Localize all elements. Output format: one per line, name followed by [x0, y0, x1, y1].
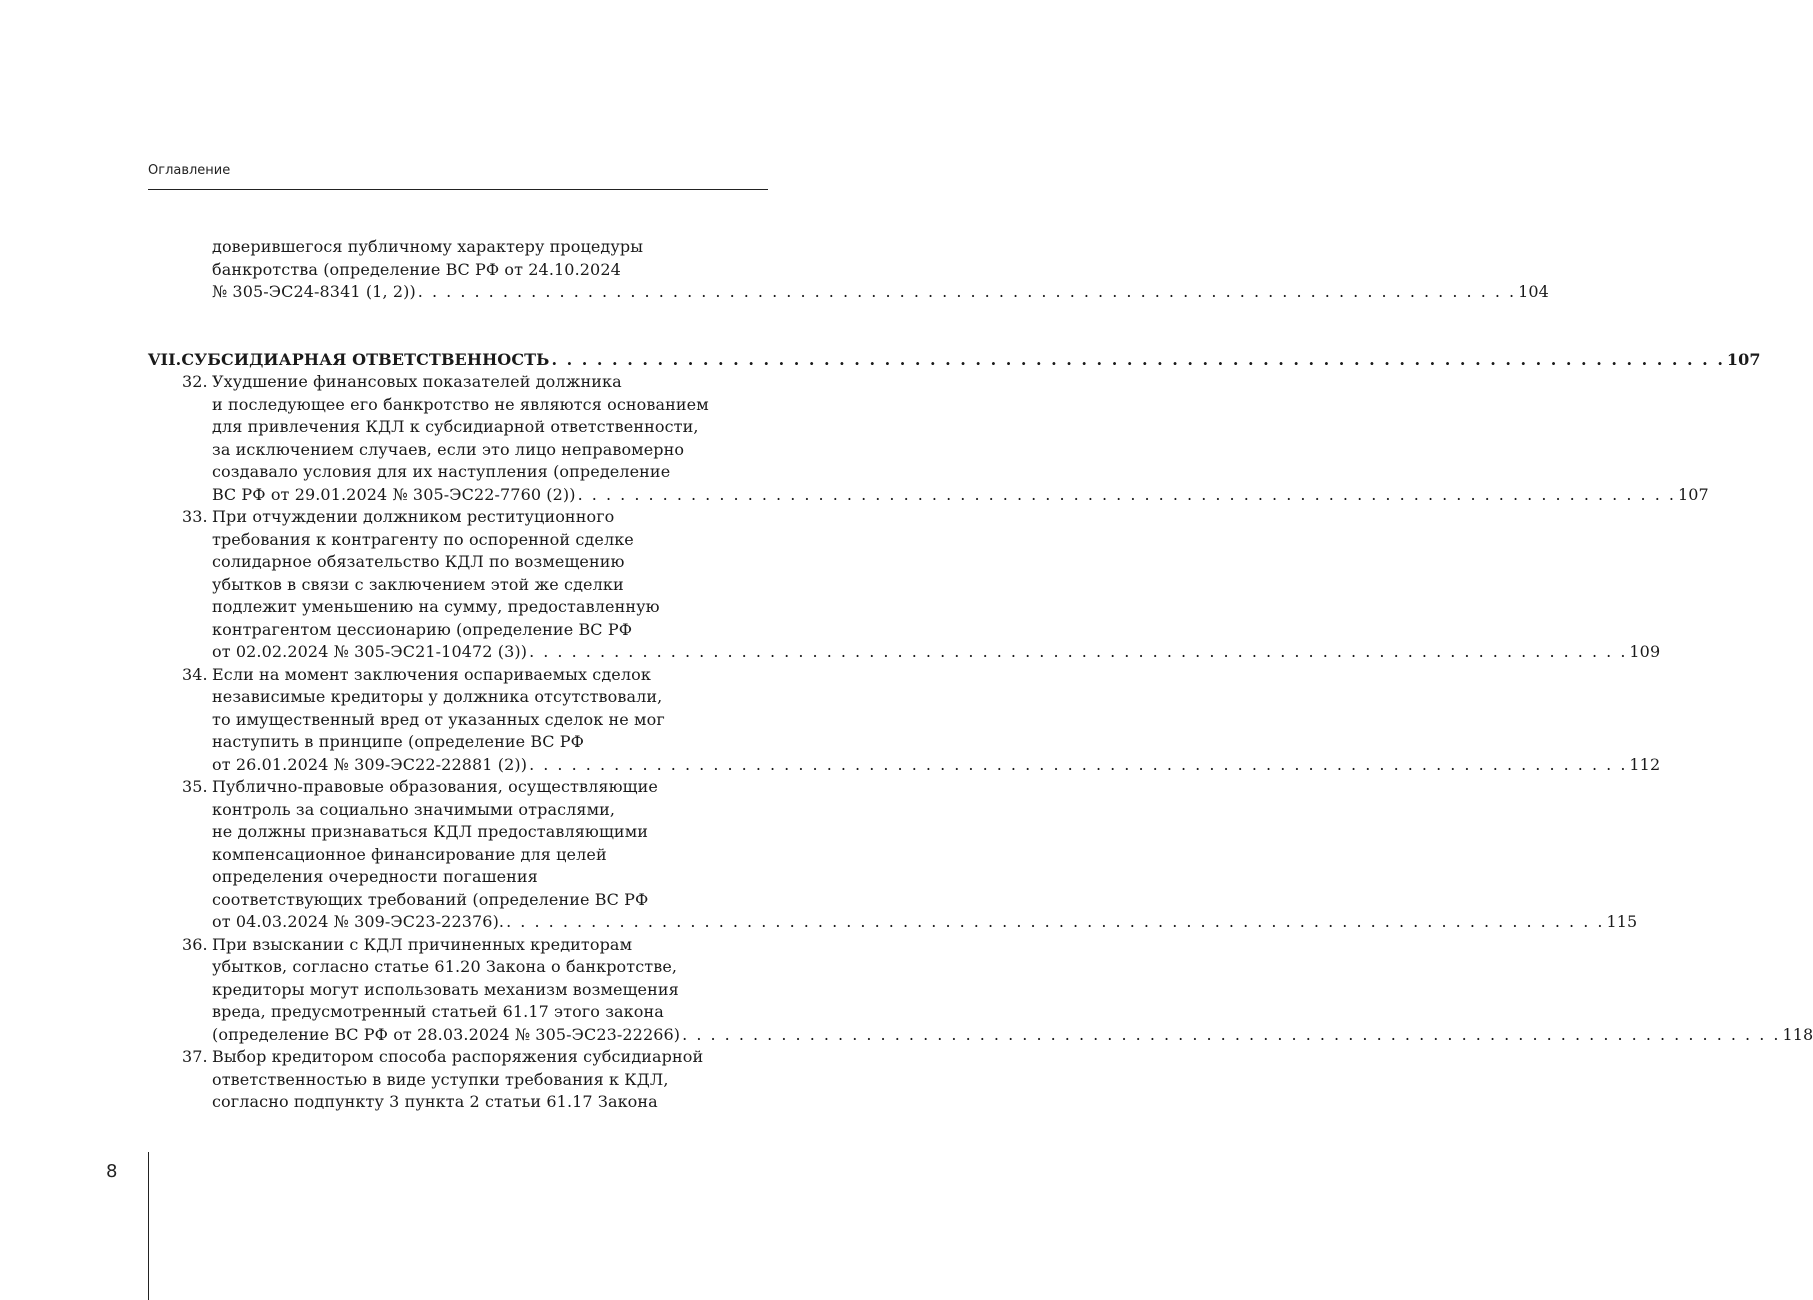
toc-line: не должны признаваться КДЛ предоставляющими: [212, 822, 649, 841]
toc-line: [148, 664, 768, 687]
page-ref: 112: [1629, 754, 1661, 774]
dot-leader: . . . . . . . . . . . . . . . . . . . . . . . . . . . . . . . . . . . . . . . . . . . . . . . . . . . . . . . . . . . . . . . . . . . . . . . . . . . . . .: [529, 642, 1628, 661]
toc-line-text: ВС РФ от 29.01.2024 № 305-ЭС22-7760 (2)): [212, 484, 576, 504]
entry-number: 33.: [182, 507, 208, 526]
entry-number: 35.: [182, 777, 208, 796]
toc-line: создавало условия для их наступления (определение: [212, 462, 671, 481]
dot-leader: . . . . . . . . . . . . . . . . . . . . . . . . . . . . . . . . . . . . . . . . . . . . . . . . . . . . . . . . . . . . . . . . . . . . . . . . . . . . . .: [506, 912, 1605, 931]
toc-line-last: [148, 281, 1549, 304]
toc-line-last: [148, 1024, 1813, 1047]
toc-line-text: Выбор кредитором способа распоряжения субсидиарной: [212, 1047, 704, 1066]
toc-line: контрагентом цессионарию (определение ВС РФ: [212, 619, 633, 639]
toc-entry-36[interactable]: [148, 934, 1813, 1047]
toc-entry-32[interactable]: [148, 371, 1709, 506]
toc-line: ответственностью в виде уступки требования к КДЛ,: [212, 1069, 669, 1089]
toc-line-last: [148, 754, 1661, 777]
entry-number: 36.: [182, 934, 208, 954]
toc-line-text: Публично-правовые образования, осуществляющие: [212, 777, 658, 796]
toc-line: за исключением случаев, если это лицо неправомерно: [212, 439, 685, 459]
toc-line: доверившегося публичному характеру процедуры: [212, 237, 644, 256]
dot-leader: . . . . . . . . . . . . . . . . . . . . . . . . . . . . . . . . . . . . . . . . . . . . . . . . . . . . . . . . . . . . . . . . . . . . . . . . . . . . . .: [551, 349, 1725, 369]
toc-line: для привлечения КДЛ к субсидиарной ответственности,: [212, 417, 699, 436]
toc-line-text: При отчуждении должником реституционного: [212, 507, 615, 526]
toc-line-text: Ухудшение финансовых показателей должника: [212, 372, 622, 391]
toc-line: независимые кредиторы у должника отсутствовали,: [212, 687, 663, 706]
toc-line-last: [148, 641, 1661, 664]
toc-line-text: от 26.01.2024 № 309-ЭС22-22881 (2)): [212, 754, 528, 774]
toc-entry-37[interactable]: [148, 1046, 768, 1114]
dot-leader: . . . . . . . . . . . . . . . . . . . . . . . . . . . . . . . . . . . . . . . . . . . . . . . . . . . . . . . . . . . . . . . . . . . . . . . . . . . . . .: [417, 282, 1517, 301]
page-ref: 118: [1782, 1024, 1813, 1044]
toc-line: подлежит уменьшению на сумму, предоставленную: [212, 597, 660, 616]
toc-line: то имущественный вред от указанных сделок не мог: [212, 709, 665, 729]
header-rule: [148, 189, 768, 190]
toc-line: наступить в принципе (определение ВС РФ: [212, 732, 585, 751]
toc-line: [148, 934, 768, 957]
toc-line-text: от 02.02.2024 № 305-ЭС21-10472 (3)): [212, 642, 528, 661]
page-ref: 107: [1677, 484, 1709, 504]
toc-line: соответствующих требований (определение ВС РФ: [212, 889, 649, 909]
table-of-contents: [148, 236, 1813, 1114]
toc-entry-34[interactable]: [148, 664, 1661, 777]
dot-leader: . . . . . . . . . . . . . . . . . . . . . . . . . . . . . . . . . . . . . . . . . . . . . . . . . . . . . . . . . . . . . . . . . . . . . . . . . . . . . .: [577, 484, 1676, 504]
toc-line: вреда, предусмотренный статьей 61.17 этого закона: [212, 1002, 664, 1021]
folio-rule: [148, 1152, 149, 1300]
toc-line: кредиторы могут использовать механизм возмещения: [212, 979, 679, 999]
toc-line: солидарное обязательство КДЛ по возмещению: [212, 552, 625, 571]
entry-number: 37.: [182, 1047, 208, 1066]
toc-line: [148, 506, 768, 529]
page-ref: 115: [1606, 912, 1638, 931]
page-ref: 104: [1518, 282, 1549, 301]
toc-line-text: Если на момент заключения оспариваемых сделок: [212, 664, 651, 684]
toc-entry-35[interactable]: [148, 776, 1638, 934]
toc-line-text: При взыскании с КДЛ причиненных кредиторам: [212, 934, 633, 954]
toc-line: убытков в связи с заключением этой же сделки: [212, 574, 624, 594]
toc-line: убытков, согласно статье 61.20 Закона о банкротстве,: [212, 957, 678, 976]
toc-line: определения очередности погашения: [212, 867, 538, 886]
toc-line: контроль за социально значимыми отраслями,: [212, 799, 616, 819]
entry-number: 34.: [182, 664, 208, 684]
toc-line-last: [148, 484, 1709, 507]
chapter-page-ref: 107: [1726, 349, 1761, 369]
toc-line-text: (определение ВС РФ от 28.03.2024 № 305-ЭС23-22266): [212, 1024, 681, 1044]
toc-entry-33[interactable]: [148, 506, 1661, 664]
dot-leader: . . . . . . . . . . . . . . . . . . . . . . . . . . . . . . . . . . . . . . . . . . . . . . . . . . . . . . . . . . . . . . . . . . . . . . . . . . . . . .: [529, 754, 1628, 774]
page-ref: 109: [1629, 642, 1661, 661]
toc-line: и последующее его банкротство не являются основанием: [212, 394, 709, 414]
dot-leader: . . . . . . . . . . . . . . . . . . . . . . . . . . . . . . . . . . . . . . . . . . . . . . . . . . . . . . . . . . . . . . . . . . . . . . . . . . . . . .: [682, 1024, 1781, 1044]
toc-line-text: № 305-ЭС24-8341 (1, 2)): [212, 282, 416, 301]
toc-line: банкротства (определение ВС РФ от 24.10.2024: [212, 259, 621, 279]
toc-line: [148, 371, 768, 394]
toc-line: требования к контрагенту по оспоренной сделке: [212, 529, 634, 549]
toc-line: [148, 776, 768, 799]
toc-line-last: [148, 911, 1638, 934]
toc-continuation[interactable]: [148, 236, 1549, 304]
entry-number: 32.: [182, 372, 208, 391]
page-number: 8: [106, 1161, 118, 1182]
running-head: Оглавление: [148, 163, 231, 178]
toc-line: [148, 1046, 768, 1069]
toc-line: компенсационное финансирование для целей: [212, 844, 607, 864]
toc-line: согласно подпункту 3 пункта 2 статьи 61.17 Закона: [212, 1092, 658, 1111]
toc-line-text: от 04.03.2024 № 309-ЭС23-22376).: [212, 912, 505, 931]
chapter-title: VII.СУБСИДИАРНАЯ ОТВЕТСТВЕННОСТЬ: [148, 349, 550, 369]
chapter-heading[interactable]: [148, 349, 1761, 372]
